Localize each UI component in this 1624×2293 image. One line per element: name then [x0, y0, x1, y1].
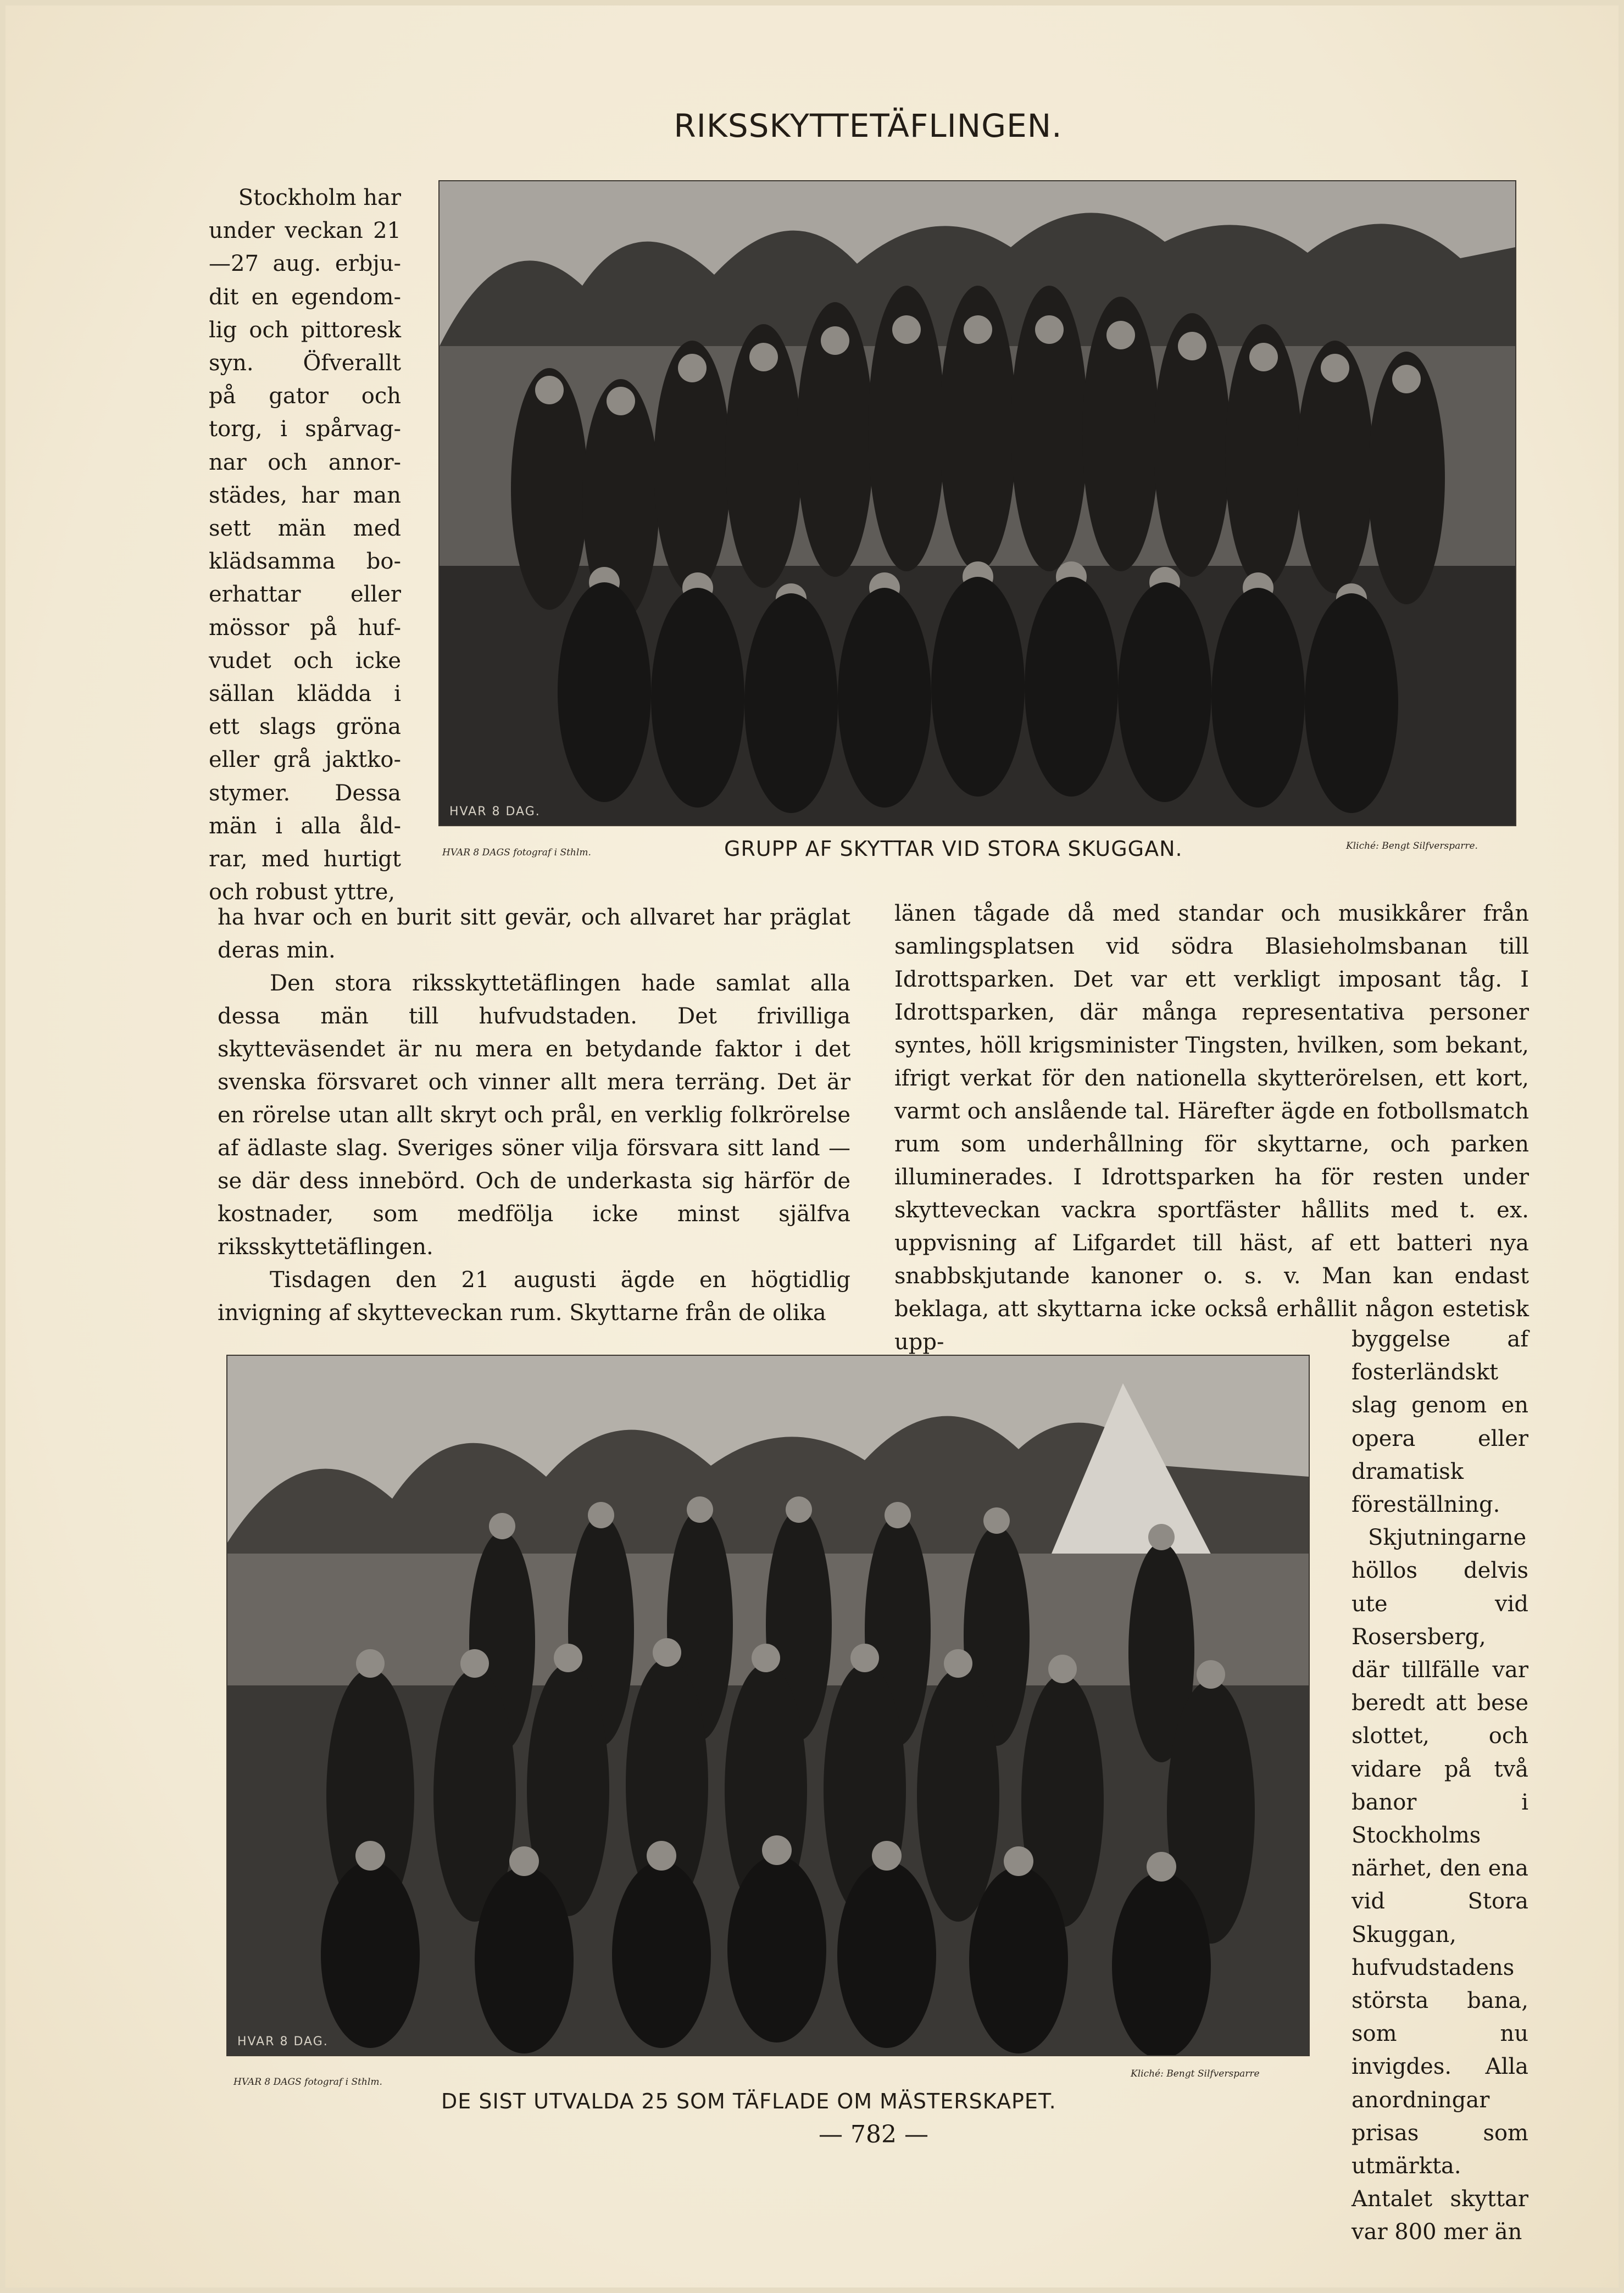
intro-line: erhattar eller [209, 582, 401, 608]
photo-top-mark: HVAR 8 DAG. [449, 805, 541, 819]
intro-line: syn. Öfverallt [209, 350, 401, 376]
intro-line: nar och annor- [209, 449, 401, 475]
intro-line: eller grå jaktko- [209, 747, 401, 773]
right-narrow-paragraph-2: Skjutningarne höllos delvis ute vid Rosersberg, där tillfälle var beredt att bese slottet, och vidare på två banor i Stockholms närhet, den ena vid Stora Skuggan, hufvudstadens största bana, som nu invigdes. Alla anordningar prisas som utmärkta. Antalet skyttar var 800 mer än [1352, 1525, 1528, 2245]
intro-line: Stockholm har [238, 185, 401, 210]
intro-line: mössor på huf- [209, 615, 401, 641]
photo-bottom-caption: DE SIST UTVALDA 25 SOM TÄFLADE OM MÄSTERSKAPET. [441, 2089, 1056, 2113]
intro-line: sett män med [209, 516, 401, 542]
intro-line: —27 aug. erbju- [209, 251, 401, 277]
photo-top-credit-right: Kliché: Bengt Silfversparre. [1346, 841, 1478, 851]
intro-line: under veckan 21 [209, 218, 401, 244]
intro-line: ett slags gröna [209, 714, 401, 740]
intro-line: vudet och icke [209, 648, 401, 674]
photo-bottom-image [227, 1356, 1309, 2055]
photo-top-caption: GRUPP AF SKYTTAR VID STORA SKUGGAN. [724, 837, 1183, 861]
photo-bottom-mark: HVAR 8 DAG. [237, 2035, 329, 2049]
photo-group-shooters-stora-skuggan [440, 181, 1515, 825]
intro-line: torg, i spårvag- [209, 416, 401, 442]
photo-top-credit-left: HVAR 8 DAGS fotograf i Sthlm. [442, 847, 591, 858]
right-narrow-paragraph-1: byggelse af fosterländskt slag genom en opera eller dramatisk föreställning. [1352, 1327, 1528, 1518]
intro-line: städes, har man [209, 482, 401, 508]
intro-line: män i alla åld- [209, 813, 401, 839]
photo-bottom-credit-right: Kliché: Bengt Silfversparre [1131, 2068, 1260, 2079]
intro-column [209, 181, 401, 909]
page-number: — 782 — [819, 2121, 928, 2149]
intro-line: rar, med hurtigt [209, 847, 401, 872]
photo-bottom-credit-left: HVAR 8 DAGS fotograf i Sthlm. [233, 2077, 382, 2088]
intro-line: klädsamma bo- [209, 549, 401, 575]
left-paragraph-1: ha hvar och en burit sitt gevär, och allvaret har präglat deras min. [218, 905, 850, 963]
intro-line: och robust yttre, [209, 880, 396, 905]
right-paragraph-1: länen tågade då med standar och musikkårer från samlingsplatsen vid södra Blasieholmsbanan till Idrottsparken. Det var ett verkligt imposant tåg. I Idrottsparken, där många representativa personer syntes, höll krigsminister Tingsten, hvilken, som bekant, ifrigt verkat för den nationella skytterörelsen, ett kort, varmt och anslående tal. Härefter ägde en fotbollsmatch rum som underhållning för skyttarne, och parken illuminerades. I Idrottsparken ha för resten under skytteveckan vackra sportfäster hållits med t. ex. uppvisning af Lifgardet till häst, af ett batteri nya snabbskjutande kanoner o. s. v. Man kan endast beklaga, att skyttarna icke också erhållit någon estetisk upp- [894, 901, 1529, 1355]
intro-line: stymer. Dessa [209, 780, 401, 806]
left-paragraph-2: Den stora riksskyttetäflingen hade samlat alla dessa män till hufvudstaden. Det frivilliga skytteväsendet är nu mera en betydande faktor i det svenska försvaret och vinner allt mera terräng. Det är en rörelse utan allt skryt och prål, en verklig folkrörelse af ädlaste slag. Sveriges söner vilja försvara sitt land — se där dess innebörd. Och de underkasta sig härför de kostnader, som medfölja icke minst själfva riksskyttetäflingen. [218, 971, 850, 1260]
intro-line: sällan klädda i [209, 681, 401, 707]
right-narrow-column [1352, 1323, 1528, 2249]
left-column [218, 901, 850, 1329]
left-paragraph-3: Tisdagen den 21 augusti ägde en högtidlig invigning af skytteveckan rum. Skyttarne från de olika [218, 1267, 850, 1326]
intro-line: på gator och [209, 383, 401, 409]
article-title: RIKSSKYTTETÄFLINGEN. [674, 107, 1063, 144]
intro-line: dit en egendom- [209, 284, 401, 310]
intro-line: lig och pittoresk [209, 317, 401, 343]
photo-top-image [440, 181, 1515, 825]
right-column [894, 897, 1529, 1359]
photo-final-25-contestants [227, 1356, 1309, 2055]
